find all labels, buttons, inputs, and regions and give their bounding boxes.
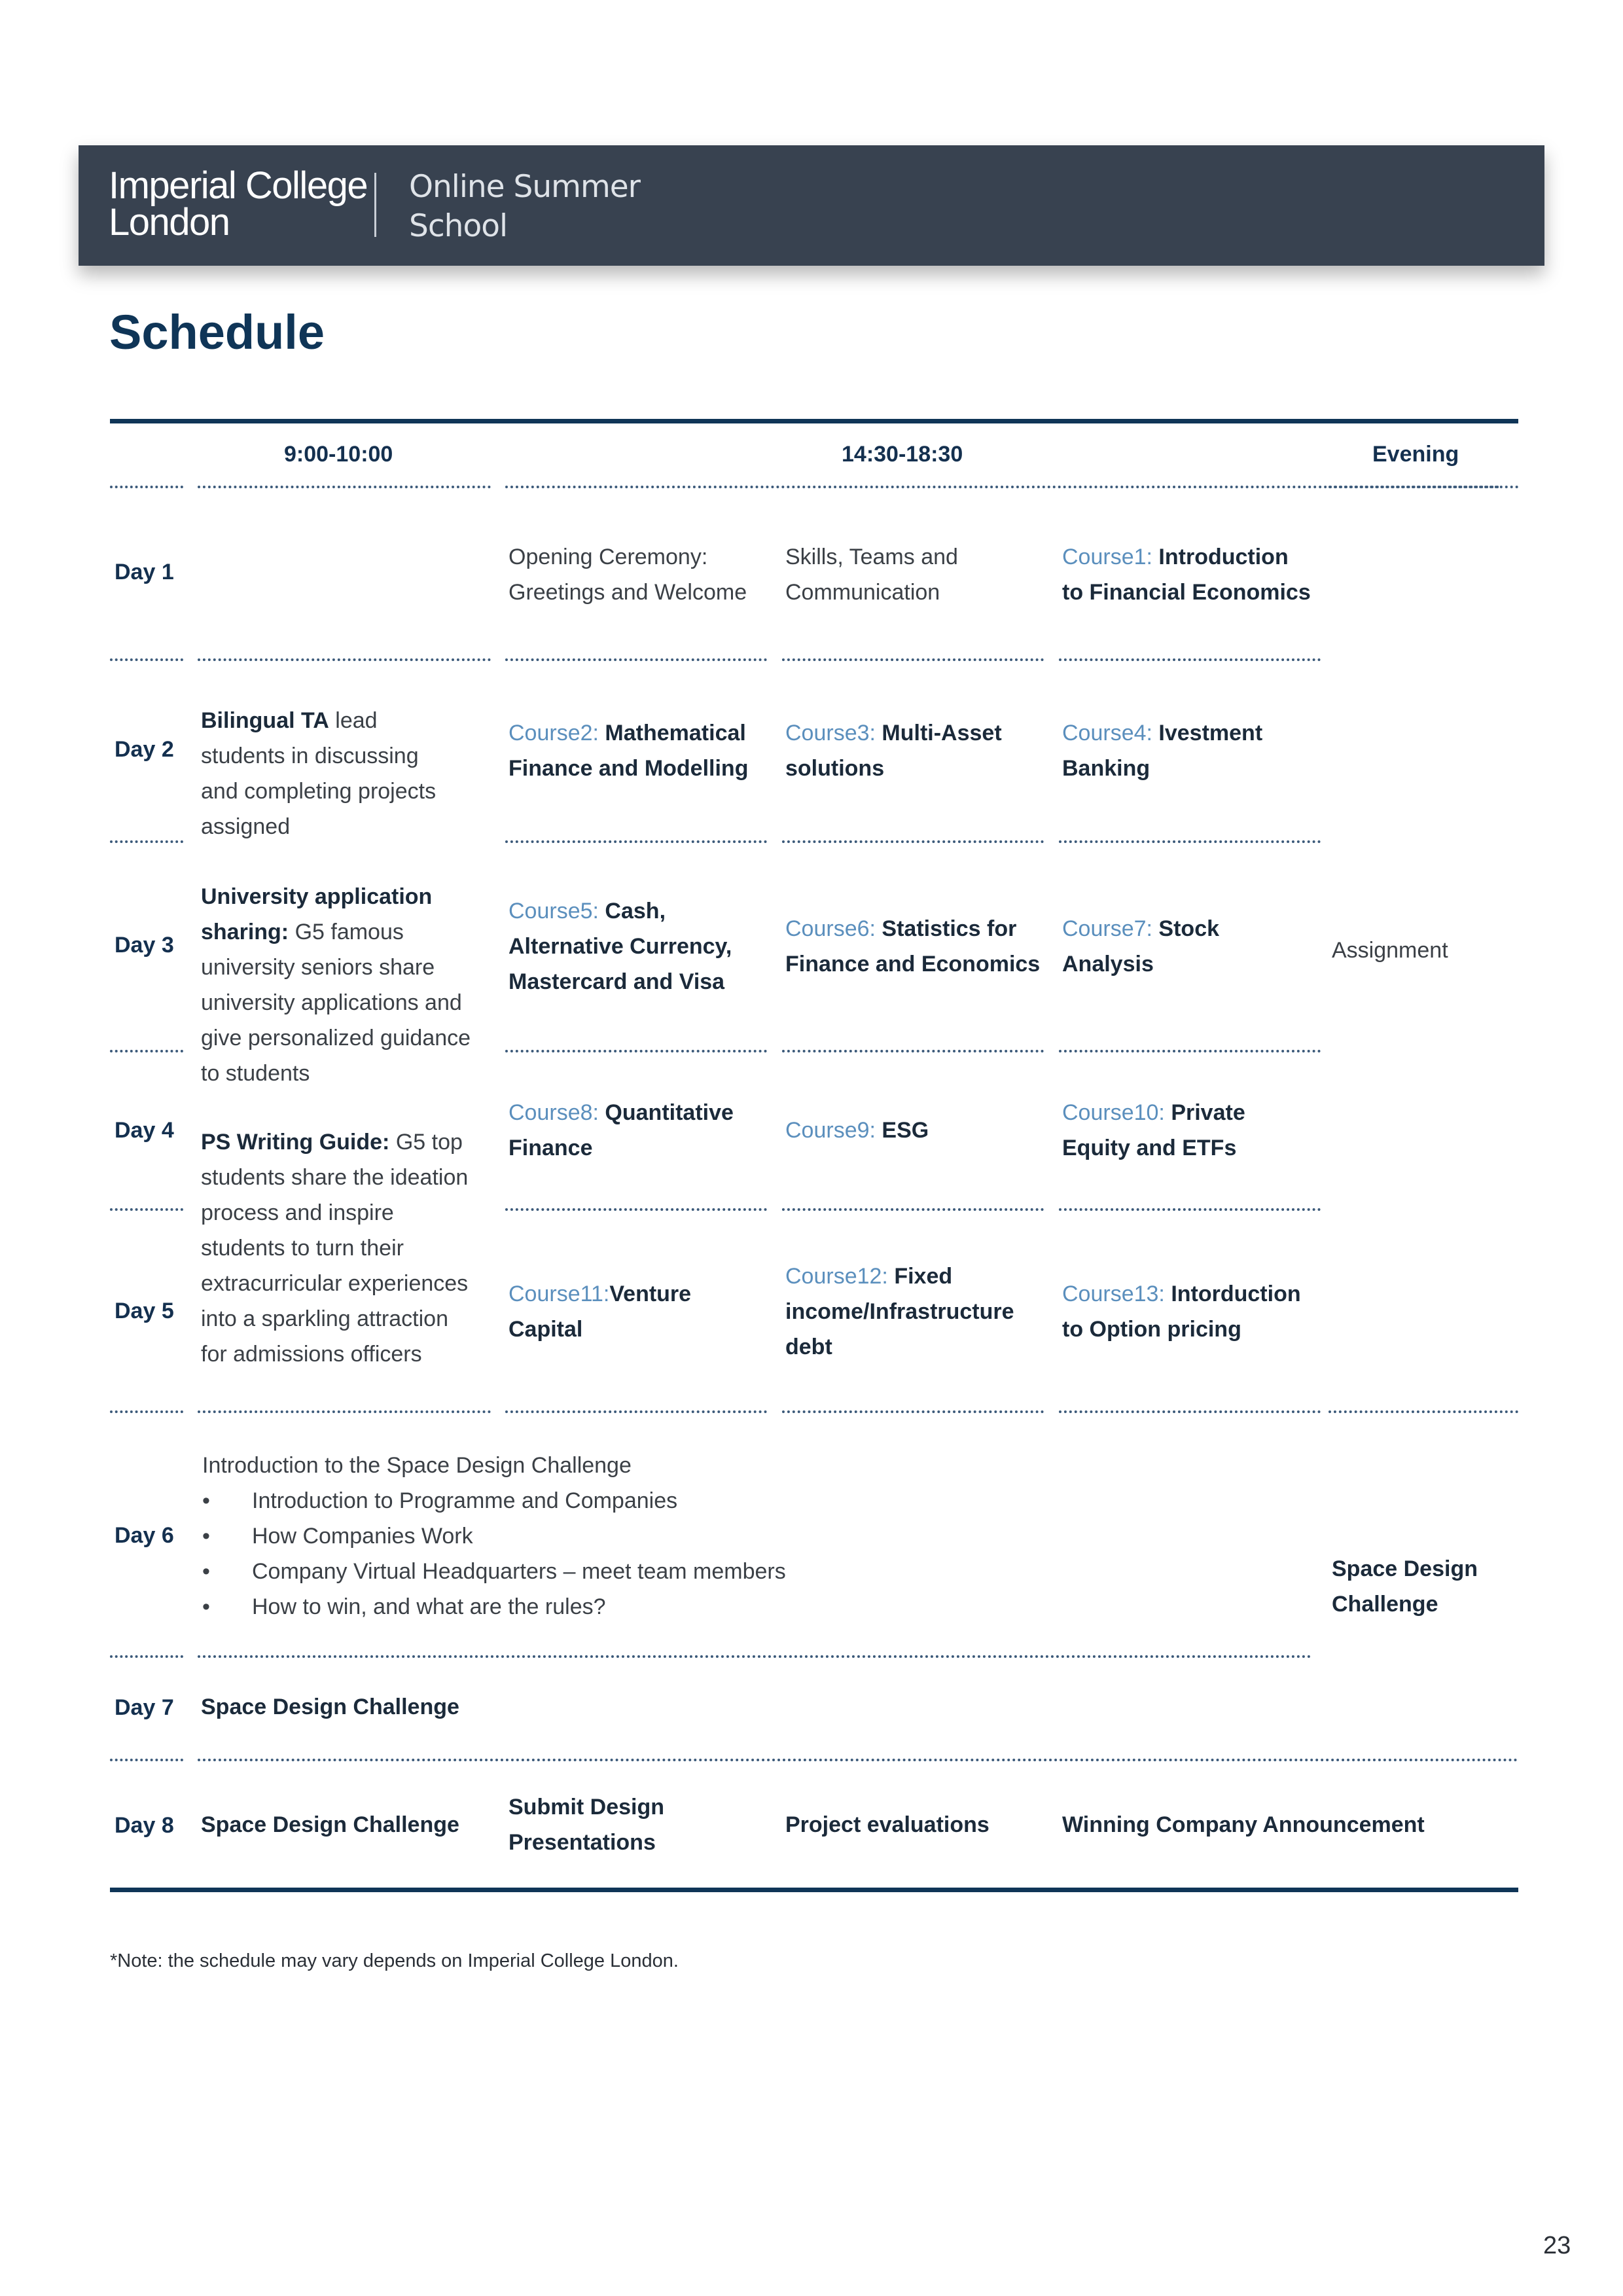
imperial-college-logo xyxy=(109,164,368,243)
column-header-evening: Evening xyxy=(1372,442,1459,467)
day1-skills-session: Skills, Teams and Communication xyxy=(785,545,958,605)
day3-university-application: University application sharing: G5 famous university seniors share university applications and give personalized guidance to students xyxy=(201,884,471,1086)
day8-project-evaluations: Project evaluations xyxy=(785,1812,990,1837)
table-top-rule xyxy=(110,419,1518,423)
day2-course2: Course2: Mathematical Finance and Modelling xyxy=(508,721,749,781)
day-label-2: Day 2 xyxy=(115,737,174,762)
day2-course4: Course4: Ivestment Banking xyxy=(1062,721,1263,781)
list-item: • How Companies Work xyxy=(202,1518,786,1554)
day4-course9: Course9: ESG xyxy=(785,1118,929,1143)
program-line-2: School xyxy=(409,208,508,244)
schedule-note: *Note: the schedule may vary depends on Imperial College London. xyxy=(110,1950,679,1971)
column-header-afternoon: 14:30-18:30 xyxy=(842,442,963,467)
day3-course6: Course6: Statistics for Finance and Economics xyxy=(785,916,1041,977)
day1-opening-ceremony: Opening Ceremony: Greetings and Welcome xyxy=(508,545,747,605)
day3-course7: Course7: Stock Analysis xyxy=(1062,916,1220,977)
day7-space-design-challenge: Space Design Challenge xyxy=(201,1695,459,1719)
day-label-4: Day 4 xyxy=(115,1118,174,1143)
column-header-morning: 9:00-10:00 xyxy=(284,442,393,467)
day5-course11: Course11:Venture Capital xyxy=(508,1282,692,1342)
header-divider xyxy=(374,173,376,237)
day-label-8: Day 8 xyxy=(115,1813,174,1838)
logo-line-1: Imperial College xyxy=(109,164,368,207)
list-item: • How to win, and what are the rules? xyxy=(202,1589,786,1624)
day2-bilingual-ta: Bilingual TA lead students in discussing and completing projects assigned xyxy=(201,708,437,839)
header-banner xyxy=(79,145,1544,266)
list-item: • Company Virtual Headquarters – meet team members xyxy=(202,1554,786,1589)
day8-space-design-challenge: Space Design Challenge xyxy=(201,1812,459,1837)
day1-course1: Course1: Introduction to Financial Economics xyxy=(1062,545,1311,605)
day2-course3: Course3: Multi-Asset solutions xyxy=(785,721,1002,781)
page-number: 23 xyxy=(1543,2232,1571,2259)
program-line-1: Online Summer xyxy=(409,169,640,205)
evening-assignment: Assignment xyxy=(1332,938,1448,963)
table-bottom-rule xyxy=(110,1888,1518,1892)
day5-course12: Course12: Fixed income/Infrastructure debt xyxy=(785,1264,1014,1359)
day-label-5: Day 5 xyxy=(115,1299,174,1323)
list-item: • Introduction to Programme and Companies xyxy=(202,1483,786,1518)
day-label-6: Day 6 xyxy=(115,1523,174,1548)
day4-course8: Course8: Quantitative Finance xyxy=(508,1100,734,1160)
logo-line-2: London xyxy=(109,201,230,243)
program-name xyxy=(409,168,640,246)
day4-ps-writing-guide: PS Writing Guide: G5 top students share the ideation process and inspire students to turn their extracurricular experiences into a sparkling attraction for admissions officers xyxy=(201,1130,469,1367)
day6-intro-text: Introduction to the Space Design Challenge xyxy=(202,1453,632,1478)
day8-submit-presentations: Submit Design Presentations xyxy=(508,1795,665,1855)
page-title: Schedule xyxy=(109,305,325,359)
day-label-1: Day 1 xyxy=(115,560,174,584)
day3-course5: Course5: Cash, Alternative Currency, Mastercard and Visa xyxy=(508,899,732,994)
day-label-7: Day 7 xyxy=(115,1695,174,1720)
day5-course13: Course13: Intorduction to Option pricing xyxy=(1062,1282,1301,1342)
evening-space-design-challenge: Space Design Challenge xyxy=(1332,1556,1478,1617)
day-label-3: Day 3 xyxy=(115,933,174,958)
day8-winning-announcement: Winning Company Announcement xyxy=(1062,1812,1425,1837)
day6-space-design-intro xyxy=(202,1448,786,1624)
day4-course10: Course10: Private Equity and ETFs xyxy=(1062,1100,1245,1160)
